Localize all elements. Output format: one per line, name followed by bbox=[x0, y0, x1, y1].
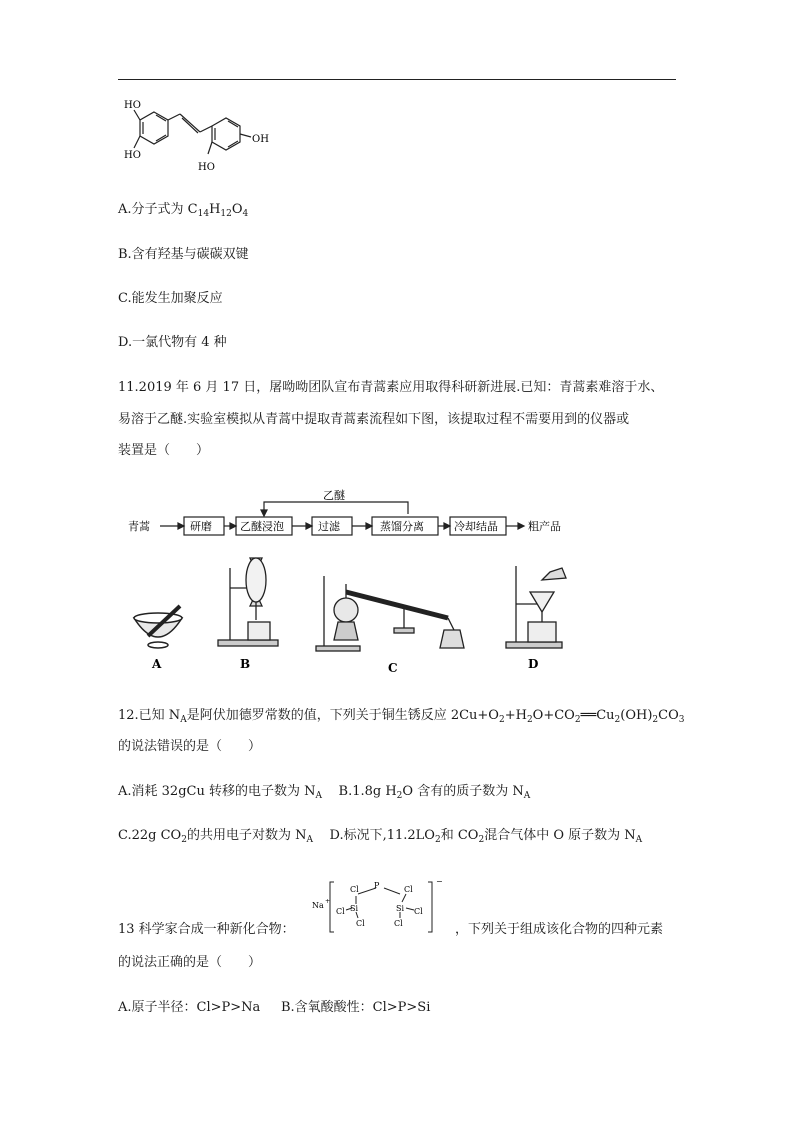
apparatus-label-b: B bbox=[240, 657, 251, 671]
q10-option-a: A.分子式为 $C_{14}H_{12}O_4$ bbox=[118, 202, 249, 219]
apparatus-b-separatory-funnel bbox=[218, 558, 278, 646]
apparatus-label-d: D bbox=[528, 657, 539, 671]
compound-structure bbox=[300, 876, 460, 938]
q13-tail: ，下列关于组成该化合物的四种元素 bbox=[455, 922, 664, 937]
compound-cl-2: Cl bbox=[336, 907, 345, 916]
q12-options-cd: C.22g $CO_2$的共用电子对数为 $N_A$ D.标况下$,11.2LO_2$和 $CO_2$混合气体中 O 原子数为 $N_A$ bbox=[118, 828, 643, 845]
flow-step-3: 过滤 bbox=[318, 520, 340, 533]
apparatus-label-a: A bbox=[152, 657, 162, 671]
flow-start: 青蒿 bbox=[128, 520, 150, 533]
flow-step-2: 乙醚浸泡 bbox=[240, 520, 284, 533]
ho-label-top: HO bbox=[124, 100, 141, 111]
q13-lead: 13 科学家合成一种新化合物： bbox=[118, 922, 295, 937]
header-rule bbox=[118, 79, 676, 80]
compound-cl-1: Cl bbox=[350, 885, 359, 894]
q13-line-2: 的说法正确的是（ ） bbox=[118, 955, 262, 970]
flow-step-4: 蒸馏分离 bbox=[380, 520, 424, 533]
compound-cation-charge: + bbox=[325, 898, 331, 905]
q10-option-d: D.一氯代物有 4 种 bbox=[118, 335, 227, 350]
q10-option-c: C.能发生加聚反应 bbox=[118, 291, 223, 306]
apparatus-a-mortar bbox=[134, 606, 182, 648]
feedback-label: 乙醚 bbox=[323, 489, 345, 502]
compound-si-right: Si bbox=[396, 904, 405, 913]
q11-line-3: 装置是（ ） bbox=[118, 443, 210, 458]
ho-label-left: HO bbox=[124, 150, 141, 161]
q12-line-1: 12.已知 $N_A$是阿伏加德罗常数的值，下列关于铜生锈反应 $2Cu+O_2+H_2O+CO_2══Cu_2(OH)_2CO_3$ bbox=[118, 708, 685, 725]
q13-options-ab: A.原子半径：Cl>P>Na B.含氧酸酸性：Cl>P>Si bbox=[118, 1000, 431, 1015]
apparatus-d-filtration bbox=[506, 566, 566, 648]
flow-step-5: 冷却结晶 bbox=[454, 520, 498, 533]
q12-options-ab: A.消耗 32gCu 转移的电子数为 $N_A$ B.1.8g $H_2O$ 含有的质子数为 $N_A$ bbox=[118, 784, 531, 801]
compound-anion-charge: − bbox=[436, 877, 443, 886]
q12-line-2: 的说法错误的是（ ） bbox=[118, 739, 262, 754]
compound-cl-3: Cl bbox=[356, 919, 365, 928]
chemical-structure-image bbox=[118, 92, 288, 182]
compound-cl-6: Cl bbox=[394, 919, 403, 928]
ho-label-bottom: HO bbox=[198, 162, 215, 173]
apparatus-c-distillation bbox=[316, 576, 464, 651]
compound-cl-5: Cl bbox=[414, 907, 423, 916]
flow-step-1: 研磨 bbox=[190, 520, 212, 533]
q10-option-b: B.含有羟基与碳碳双键 bbox=[118, 247, 249, 262]
flow-end: 粗产品 bbox=[528, 520, 561, 533]
flowchart-diagram bbox=[118, 488, 678, 683]
compound-cl-4: Cl bbox=[404, 885, 413, 894]
apparatus-label-c: C bbox=[388, 661, 398, 675]
q11-line-2: 易溶于乙醚.实验室模拟从青蒿中提取青蒿素流程如下图，该提取过程不需要用到的仪器或 bbox=[118, 412, 630, 427]
oh-label-right: OH bbox=[252, 134, 269, 145]
compound-si-left: Si bbox=[350, 904, 359, 913]
q11-line-1: 11.2019 年 6 月 17 日，屠呦呦团队宣布青蒿素应用取得科研新进展.已知：青蒿素难溶于水、 bbox=[118, 380, 664, 395]
compound-cation: Na bbox=[312, 901, 324, 910]
compound-p: P bbox=[374, 881, 380, 890]
